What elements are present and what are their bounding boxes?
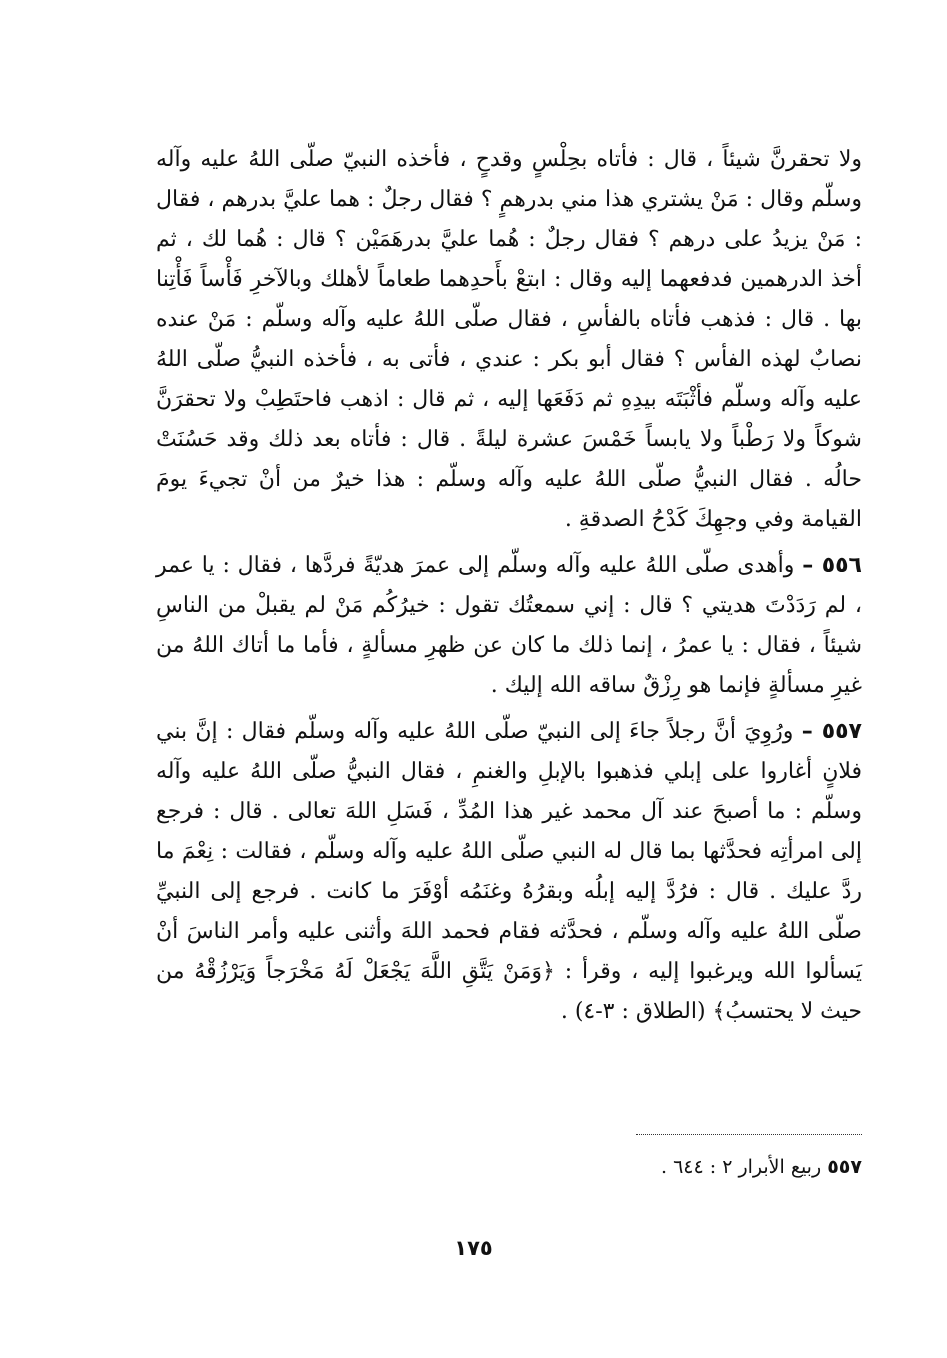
footnote-number: ٥٥٧: [827, 1156, 862, 1178]
paragraph-continuation: [156, 140, 862, 540]
paragraph-557: [156, 712, 862, 1032]
footnote: [156, 1152, 862, 1182]
paragraph-number: ٥٥٦ –: [802, 553, 862, 578]
paragraph-556: [156, 546, 862, 706]
page-number: ١٧٥: [454, 1236, 493, 1260]
paragraph-text: ولا تحقرنَّ شيئاً ، قال : فأتاه بحِلْسٍ وقدحٍ ، فأخذه النبيّ صلّى اللهُ عليه وآله وسلّم وقال : مَنْ يشتري هذا مني بدرهمٍ ؟ فقال رجلٌ : هما عليَّ بدرهم ، فقال : مَنْ يزيدُ على درهم ؟ فقال رجلٌ : هُما عليَّ بدرهَمَيْن ؟ قال : هُما لك ، ثم أخذ الدرهمين فدفعهما إليه وقال : ابتعْ بأَحدِهما طعاماً لأهلك وبالآخرِ فَأْساً فَأْتِنا بها . قال : فذهب فأتاه بالفأسِ ، فقال صلّى اللهُ عليه وآله وسلّم : مَنْ عنده نصابٌ لهذه الفأس ؟ فقال أبو بكر : عندي ، فأتى به ، فأخذه النبيُّ صلّى اللهُ عليه وآله وسلّم فأثْبَتَه بيدِهِ ثم دَفَعَها إليه ، ثم قال : اذهب فاحتَطِبْ ولا تحقرَنَّ شوكاً ولا رَطْباً ولا يابساً خَمْسَ عشرة ليلةً . قال : فأتاه بعد ذلك وقد حَسُنَتْ حالُه . فقال النبيُّ صلّى اللهُ عليه وآله وسلّم : هذا خيرٌ من أنْ تجيءَ يومَ القيامة وفي وجهِكَ كَدْحُ الصدقةِ .: [156, 147, 862, 532]
footnote-divider: [636, 1134, 862, 1135]
paragraph-text: وأهدى صلّى اللهُ عليه وآله وسلّم إلى عمرَ هديّةً فردَّها ، فقال : يا عمر ، لم رَدَدْتَ هديتي ؟ قال : إني سمعتُك تقول : خيرُكُم مَنْ لم يقبلْ من الناسِ شيئاً ، فقال : يا عمرُ ، إنما ذلك ما كان عن ظهرِ مسألةٍ ، فأما ما أتاك اللهُ من غيرِ مسألةٍ فإنما هو رِزْقٌ ساقه الله إليك .: [156, 553, 863, 698]
paragraph-text: ورُوِيَ أنَّ رجلاً جاءَ إلى النبيّ صلّى اللهُ عليه وآله وسلّم فقال : إنَّ بني فلانٍ أغاروا على إبلي فذهبوا بالإبلِ والغنمِ ، فقال النبيُّ صلّى اللهُ عليه وآله وسلّم : ما أصبحَ عند آل محمد غير هذا المُدِّ ، فَسَلِ اللهَ تعالى . قال : فرجع إلى امرأتِه فحدَّثها بما قال له النبي صلّى اللهُ عليه وآله وسلّم ، فقالت : نِعْمَ ما ردَّ عليك . قال : فرُدَّ إليه إبلُه وبقرُهُ وغنَمُه أوْفَرَ ما كانت . فرجع إلى النبيِّ صلّى اللهُ عليه وآله وسلّم ، فحدَّثه فقام فحمد اللهَ وأثنى عليه وأمر الناسَ أنْ يَسألوا الله ويرغبوا إليه ، وقرأ : ﴿وَمَنْ يَتَّقِ اللَّهَ يَجْعَلْ لَهُ مَخْرَجاً وَيَرْزُقْهُ من حيث لا يحتسبُ﴾ (الطلاق : ٣-٤) .: [156, 719, 862, 1024]
main-text: [156, 140, 862, 1032]
footnote-text: ربيع الأبرار ٢ : ٦٤٤ .: [661, 1156, 822, 1178]
paragraph-number: ٥٥٧ –: [801, 719, 862, 744]
